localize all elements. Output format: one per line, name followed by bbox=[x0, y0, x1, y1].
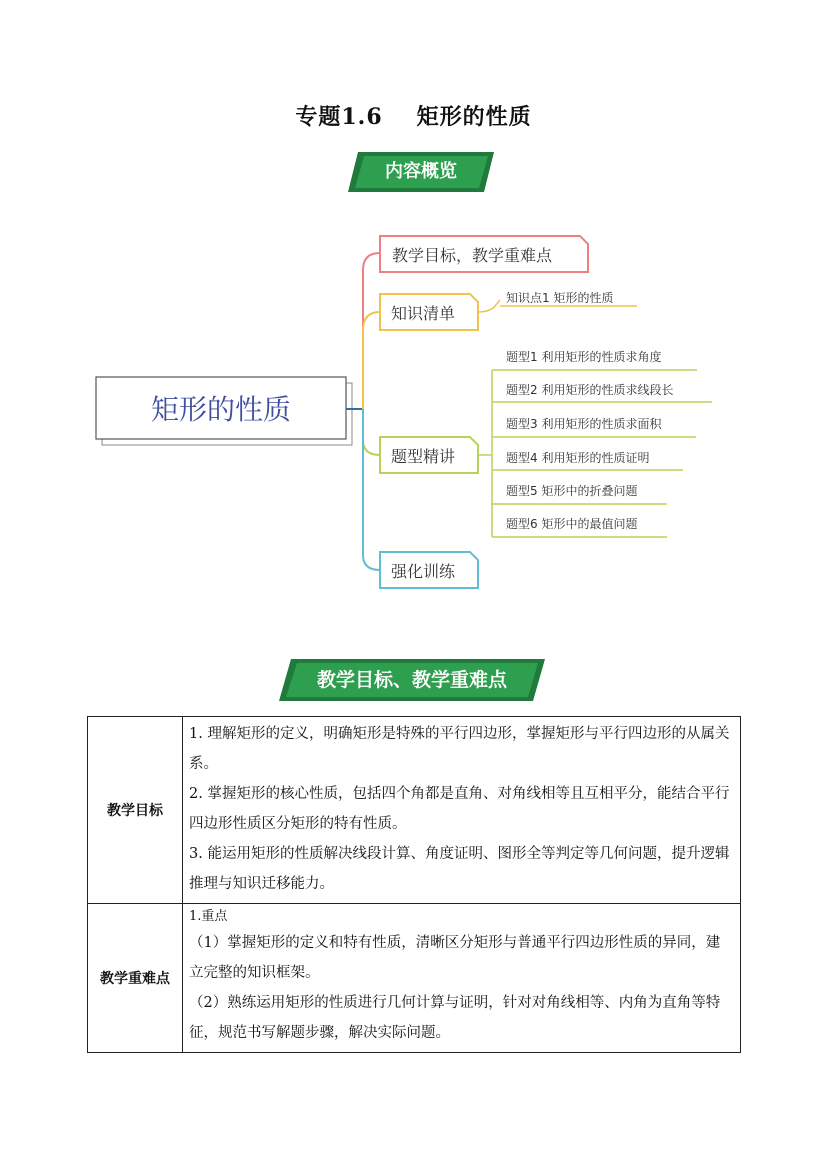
key-item: （1）掌握矩形的定义和特有性质，清晰区分矩形与普通平行四边形性质的异同，建立完整的知识框架。 bbox=[189, 935, 721, 981]
title-topic: 矩形的性质 bbox=[416, 104, 532, 130]
goal-item: 1. 理解矩形的定义，明确矩形是特殊的平行四边形，掌握矩形与平行四边形的从属关系。 bbox=[189, 726, 730, 772]
type-item-4: 题型4 利用矩形的性质证明 bbox=[506, 451, 650, 465]
branch-practice-label: 强化训练 bbox=[391, 562, 456, 581]
table-row bbox=[88, 717, 741, 904]
goals-table bbox=[87, 716, 741, 1053]
goals-banner-label: 教学目标、教学重难点 bbox=[316, 669, 507, 691]
goal-item: 3. 能运用矩形的性质解决线段计算、角度证明、图形全等判定等几何问题，提升逻辑推理与知识迁移能力。 bbox=[189, 846, 730, 892]
branch-goals-label: 教学目标，教学重难点 bbox=[392, 246, 553, 265]
branch-knowledge-label: 知识清单 bbox=[391, 304, 456, 323]
key-item: （2）熟练运用矩形的性质进行几何计算与证明，针对对角线相等、内角为直角等特征，规范书写解题步骤，解决实际问题。 bbox=[189, 995, 721, 1041]
table-row bbox=[88, 904, 741, 1053]
title-number: 1.6 bbox=[341, 104, 383, 130]
key-heading: 1.重点 bbox=[189, 909, 228, 924]
type-item-3: 题型3 利用矩形的性质求面积 bbox=[506, 417, 662, 431]
key-cell bbox=[183, 904, 741, 1053]
goals-banner bbox=[279, 659, 545, 703]
goals-label: 教学目标 bbox=[88, 717, 183, 904]
key-label: 教学重难点 bbox=[88, 904, 183, 1053]
knowledge-item: 知识点1 矩形的性质 bbox=[506, 291, 614, 305]
type-item-1: 题型1 利用矩形的性质求角度 bbox=[506, 350, 662, 364]
type-item-2: 题型2 利用矩形的性质求线段长 bbox=[506, 383, 674, 397]
overview-banner-label: 内容概览 bbox=[385, 161, 457, 182]
title-label: 专题 bbox=[295, 104, 342, 130]
goals-cell bbox=[183, 717, 741, 904]
goal-item: 2. 掌握矩形的核心性质，包括四个角都是直角、对角线相等且互相平分，能结合平行四边形性质区分矩形的特有性质。 bbox=[189, 786, 730, 832]
mindmap-root-label: 矩形的性质 bbox=[150, 393, 292, 426]
branch-types-label: 题型精讲 bbox=[391, 447, 456, 466]
type-item-6: 题型6 矩形中的最值问题 bbox=[506, 517, 638, 531]
type-item-5: 题型5 矩形中的折叠问题 bbox=[506, 484, 638, 498]
